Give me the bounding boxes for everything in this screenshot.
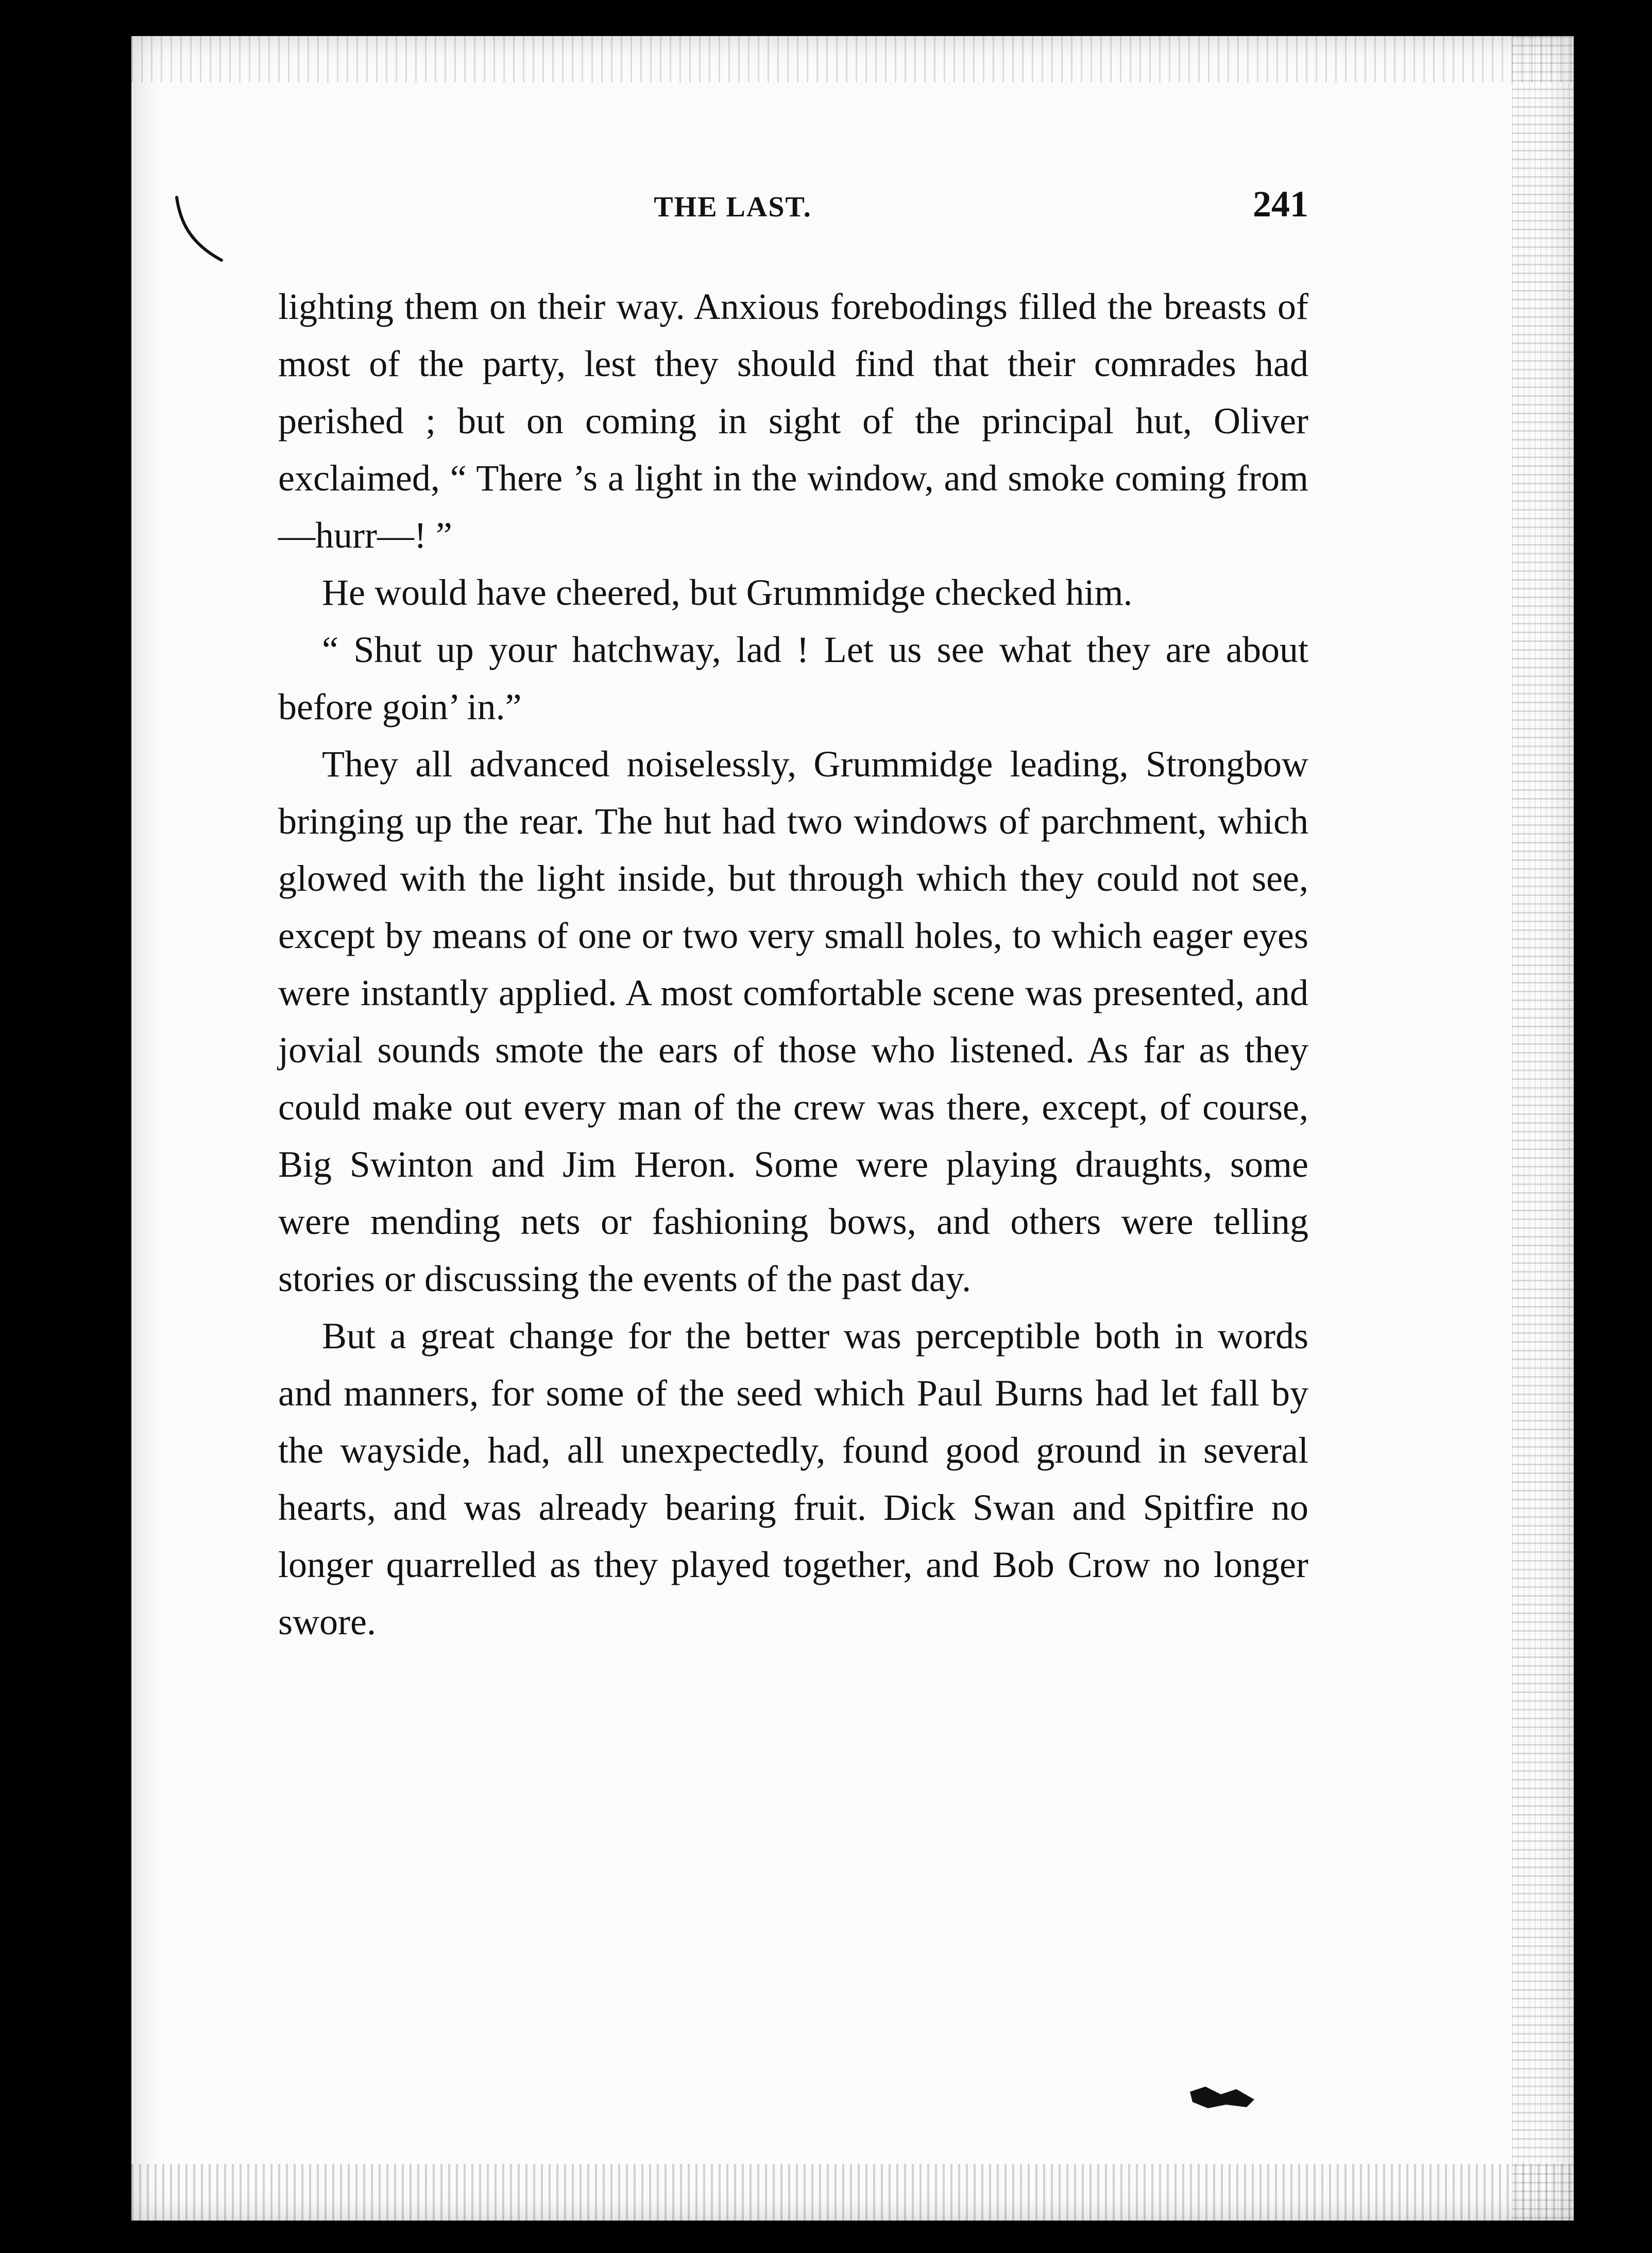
page-number: 241 bbox=[1253, 183, 1308, 225]
body-text bbox=[278, 278, 1308, 1651]
running-title: THE LAST. bbox=[654, 191, 812, 223]
paragraph-5: But a great change for the better was perceptible both in words and manners, for some of the seed which Paul Burns had let fall by the wayside, had, all unexpectedly, found good ground in several hearts, and was already bearing fruit. Dick Swan and Spitfire no longer quarrelled as they played together, and Bob Crow no longer swore. bbox=[278, 1315, 1308, 1642]
bottom-edge-speckle bbox=[131, 2164, 1574, 2221]
top-edge-speckle bbox=[131, 36, 1574, 82]
paragraph-4: They all advanced noiselessly, Grummidge leading, Strongbow bringing up the rear. The hut had two windows of parchment, which glowed with the light inside, but through which they could not see, except by means of one or two very small holes, to which eager eyes were instantly applied. A most comfortable scene was presented, and jovial sounds smote the ears of those who listened. As far as they could make out every man of the crew was there, except, of course, Big Swinton and Jim Heron. Some were playing draughts, some were mending nets or fashioning bows, and others were telling stories or discussing the events of the past day. bbox=[278, 743, 1308, 1299]
paragraph-3: “ Shut up your hatchway, lad ! Let us see what they are about before goin’ in.” bbox=[278, 629, 1308, 727]
paragraph-2: He would have cheered, but Grummidge checked him. bbox=[322, 572, 1133, 613]
paragraph-1: lighting them on their way. Anxious forebodings filled the breasts of most of the party, lest they should find that their comrades had perished ; but on coming in sight of the principal hut, Oliver exclaimed, “ There ’s a light in the window, and smoke coming from—hurr—! ” bbox=[278, 286, 1308, 556]
right-edge-speckle bbox=[1512, 36, 1574, 2221]
running-head bbox=[157, 167, 1308, 224]
ink-blot-icon bbox=[1185, 2076, 1262, 2112]
